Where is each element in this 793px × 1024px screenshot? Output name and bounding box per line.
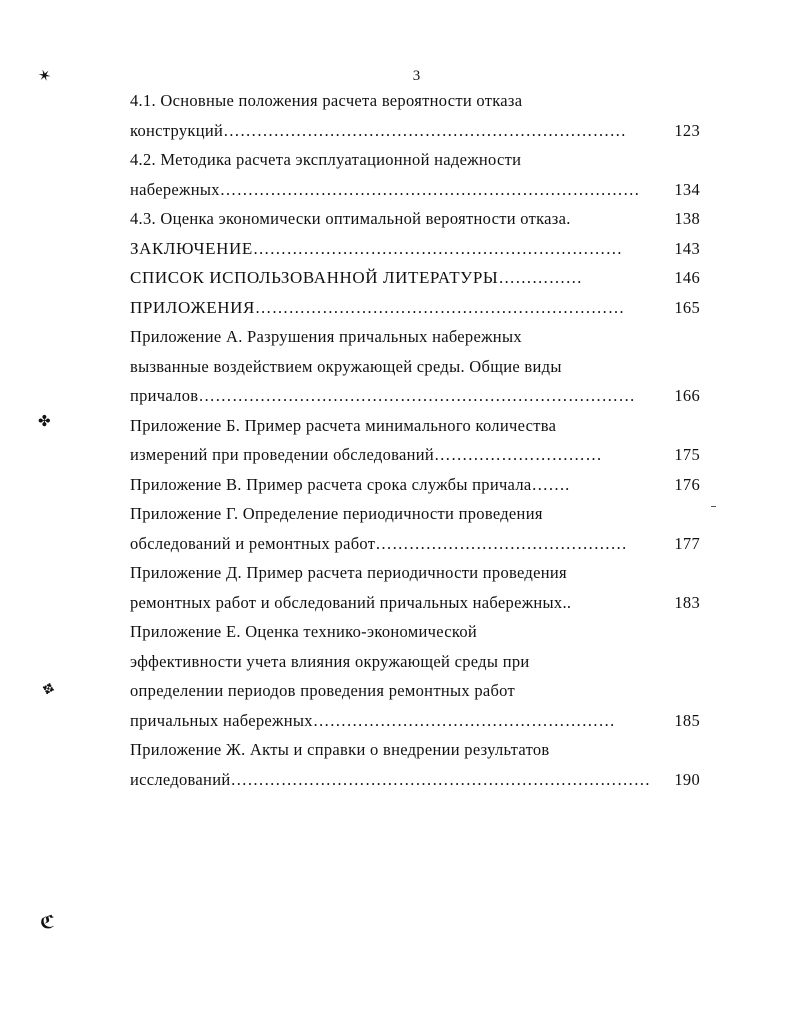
toc-entry bbox=[130, 322, 700, 352]
toc-entry bbox=[130, 145, 700, 175]
toc-entry-text: Приложение А. Разрушения причальных набережных bbox=[130, 327, 522, 346]
toc-leader-dots: ………………………………………………………… bbox=[254, 297, 625, 317]
toc-entry bbox=[130, 411, 700, 441]
toc-page-number: 143 bbox=[674, 238, 700, 258]
toc-entry bbox=[130, 499, 700, 529]
toc-entry bbox=[130, 558, 700, 588]
toc-leader-dots: .. bbox=[562, 592, 572, 612]
toc-entry-text: Приложение Д. Пример расчета периодичности проведения bbox=[130, 563, 567, 582]
toc-entry-text: 4.3. Оценка экономически оптимальной вероятности отказа. bbox=[130, 209, 571, 228]
toc-entry-text: измерений при проведении обследований bbox=[130, 445, 435, 464]
toc-entry-text: исследований bbox=[130, 769, 231, 789]
toc-entry bbox=[130, 381, 700, 411]
toc-page-number: 123 bbox=[674, 120, 700, 140]
toc-entry-text: обследований и ремонтных работ bbox=[130, 533, 376, 553]
toc-leader-dots: ……. bbox=[531, 474, 570, 494]
toc-entry-text: Приложение Б. Пример расчета минимального количества bbox=[130, 415, 557, 435]
toc-entry bbox=[130, 617, 700, 647]
toc-entry bbox=[130, 735, 700, 765]
toc-entry bbox=[130, 440, 700, 470]
toc-entry-text: ЗАКЛЮЧЕНИЕ bbox=[130, 238, 253, 258]
toc-leader-dots: ………………………………………………………………… bbox=[230, 769, 651, 789]
toc-page-number: 165 bbox=[674, 297, 700, 317]
toc-entry bbox=[130, 765, 700, 795]
ink-speck-icon: ✥ bbox=[39, 678, 57, 700]
toc-entry bbox=[130, 529, 700, 559]
toc-entry-text: Приложение Ж. Акты и справки о внедрении результатов bbox=[130, 740, 550, 759]
toc-page-number: 166 bbox=[674, 386, 700, 405]
toc-page-number: 177 bbox=[674, 533, 700, 553]
toc-entry-text: конструкций bbox=[130, 120, 224, 140]
toc-entry bbox=[130, 352, 700, 382]
scan-mark bbox=[711, 506, 716, 507]
toc-entry-text: 4.2. Методика расчета эксплуатационной надежности bbox=[130, 150, 522, 169]
toc-entry bbox=[130, 588, 700, 618]
toc-page-number: 183 bbox=[674, 592, 700, 612]
ink-speck-icon: ℭ bbox=[40, 912, 55, 933]
toc-entry-text: набережных bbox=[130, 179, 220, 199]
toc-entry-text: причалов bbox=[130, 386, 199, 405]
toc-leader-dots: ………………………………………………………………… bbox=[219, 179, 640, 199]
toc-entry-text: Приложение Е. Оценка технико-экономической bbox=[130, 622, 478, 641]
toc-entry bbox=[130, 676, 700, 706]
toc-page-number: 146 bbox=[674, 268, 700, 287]
toc-entry-text: Приложение В. Пример расчета срока службы причала bbox=[130, 474, 532, 494]
toc-entry-text: определении периодов проведения ремонтных работ bbox=[130, 681, 516, 700]
toc-leader-dots: …………… bbox=[498, 268, 583, 287]
toc-leader-dots: ……………………………………………… bbox=[312, 710, 616, 730]
toc-entry bbox=[130, 204, 700, 234]
toc-leader-dots: ……………………………………………………………… bbox=[223, 120, 627, 140]
toc-entry-text: причальных набережных bbox=[130, 710, 313, 730]
toc-entry bbox=[130, 175, 700, 205]
page-number: 3 bbox=[412, 68, 421, 84]
toc-page-number: 175 bbox=[674, 445, 700, 464]
toc-entry-text: Приложение Г. Определение периодичности проведения bbox=[130, 504, 543, 523]
toc-page-number: 176 bbox=[674, 474, 700, 494]
table-of-contents bbox=[130, 86, 700, 794]
toc-entry-text: вызванные воздействием окружающей среды. Общие виды bbox=[130, 356, 562, 376]
toc-entry bbox=[130, 470, 700, 500]
toc-entry bbox=[130, 234, 700, 264]
toc-entry-text: ремонтных работ и обследований причальных набережных bbox=[130, 592, 563, 612]
toc-leader-dots: …………………………………………………………………… bbox=[198, 386, 636, 405]
toc-leader-dots: ………………………………………………………… bbox=[252, 238, 623, 258]
toc-entry-text: СПИСОК ИСПОЛЬЗОВАННОЙ ЛИТЕРАТУРЫ bbox=[130, 268, 499, 287]
toc-entry bbox=[130, 263, 700, 293]
toc-entry-text: ПРИЛОЖЕНИЯ bbox=[130, 297, 255, 317]
toc-entry bbox=[130, 116, 700, 146]
ink-speck-icon: ✤ bbox=[38, 412, 51, 430]
toc-page-number: 138 bbox=[674, 209, 700, 228]
toc-entry-text: 4.1. Основные положения расчета вероятности отказа bbox=[130, 91, 523, 110]
ink-speck-icon: ✶ bbox=[35, 64, 55, 87]
toc-entry bbox=[130, 86, 700, 116]
toc-entry-text: эффективности учета влияния окружающей среды при bbox=[130, 651, 530, 671]
toc-entry bbox=[130, 647, 700, 677]
toc-leader-dots: ………………………… bbox=[434, 445, 603, 464]
toc-entry bbox=[130, 293, 700, 323]
toc-page-number: 190 bbox=[674, 769, 700, 789]
toc-page-number: 185 bbox=[674, 710, 700, 730]
toc-entry bbox=[130, 706, 700, 736]
toc-leader-dots: ……………………………………… bbox=[375, 533, 628, 553]
toc-page-number: 134 bbox=[674, 179, 700, 199]
